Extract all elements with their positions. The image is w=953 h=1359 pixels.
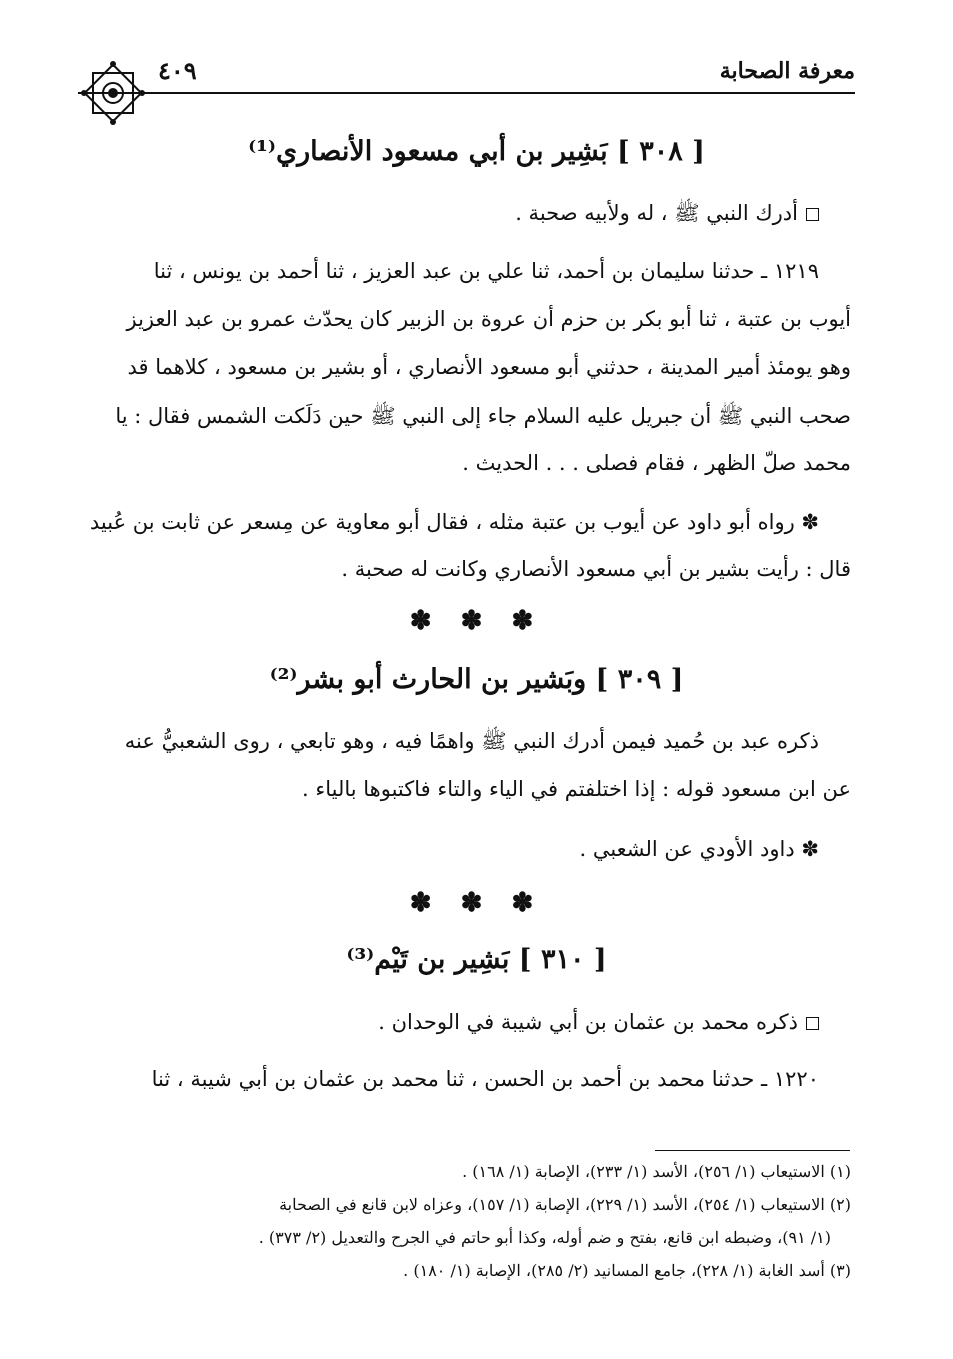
footnote: (٣) أسد الغابة (١/ ٢٢٨)، جامع المسانيد (٢/ ٢٨٥)، الإصابة (١/ ١٨٠) .	[403, 1261, 851, 1280]
footnote: (٢) الاستيعاب (١/ ٢٥٤)، الأسد (١/ ٢٢٩)، الإصابة (١/ ١٥٧)، وعزاه لابن قانع في الصحابة	[279, 1195, 851, 1214]
section-separator: ✽ ✽ ✽	[409, 606, 544, 636]
hadith-line: أيوب بن عتبة ، ثنا أبو بكر بن حزم أن عروة بن الزبير كان يحدّث عمرو بن عبد العزيز	[126, 307, 851, 331]
running-title: معرفة الصحابة	[719, 58, 855, 84]
entry-308-intro-text: أدرك النبي ﷺ ، له ولأبيه صحبة .	[515, 201, 798, 225]
note-line: ✽ رواه أبو داود عن أيوب بن عتبة مثله ، فقال أبو معاوية عن مِسعر عن ثابت بن عُبيد	[89, 510, 819, 534]
hadith-line: محمد صلّ الظهر ، فقام فصلى . . . الحديث .	[462, 451, 851, 475]
entry-heading-308: [ ٣٠٨ ] بَشِير بن أبي مسعود الأنصاري⁽¹⁾	[248, 136, 705, 167]
footnote: (١) الاستيعاب (١/ ٢٥٦)، الأسد (١/ ٢٣٣)، الإصابة (١/ ١٦٨) .	[462, 1162, 851, 1181]
ornament-icon	[80, 60, 146, 126]
entry-heading-309: [ ٣٠٩ ] وبَشير بن الحارث أبو بشر⁽²⁾	[269, 664, 684, 695]
note-line: قال : رأيت بشير بن أبي مسعود الأنصاري وكانت له صحبة .	[341, 557, 851, 581]
footnote-rule	[655, 1150, 850, 1151]
entry-heading-310: [ ٣١٠ ] بَشِير بن تَيْم⁽³⁾	[346, 944, 607, 975]
entry-309-line: ذكره عبد بن حُميد فيمن أدرك النبي ﷺ واهمًا فيه ، وهو تابعي ، روى الشعبيُّ عنه	[124, 729, 819, 753]
page-number: ٤٠٩	[158, 56, 197, 85]
entry-309-note: ✽ داود الأودي عن الشعبي .	[579, 837, 819, 861]
footnote: (١/ ٩١)، وضبطه ابن قانع، بفتح و ضم أوله، وكذا أبو حاتم في الجرح والتعديل (٢/ ٣٧٣) .	[258, 1228, 831, 1247]
hadith-line: ١٢١٩ ـ حدثنا سليمان بن أحمد، ثنا علي بن عبد العزيز ، ثنا أحمد بن يونس ، ثنا	[153, 259, 819, 283]
hadith-line: صحب النبي ﷺ أن جبريل عليه السلام جاء إلى النبي ﷺ حين دَلَكت الشمس فقال : يا	[115, 404, 851, 428]
entry-310-intro-text: ذكره محمد بن عثمان بن أبي شيبة في الوحدان .	[378, 1010, 798, 1034]
entry-309-line: عن ابن مسعود قوله : إذا اختلفتم في الياء والتاء فاكتبوها بالياء .	[301, 777, 851, 801]
entry-308-intro	[515, 200, 819, 231]
hadith-line: ١٢٢٠ ـ حدثنا محمد بن أحمد بن الحسن ، ثنا محمد بن عثمان بن أبي شيبة ، ثنا	[151, 1067, 819, 1091]
square-bullet-icon	[806, 1017, 819, 1030]
section-separator: ✽ ✽ ✽	[409, 888, 544, 918]
entry-310-intro	[378, 1010, 819, 1034]
header-rule	[78, 92, 855, 94]
square-bullet-icon	[806, 208, 819, 221]
hadith-line: وهو يومئذ أمير المدينة ، حدثني أبو مسعود الأنصاري ، أو بشير بن مسعود ، كلاهما قد	[127, 355, 851, 379]
